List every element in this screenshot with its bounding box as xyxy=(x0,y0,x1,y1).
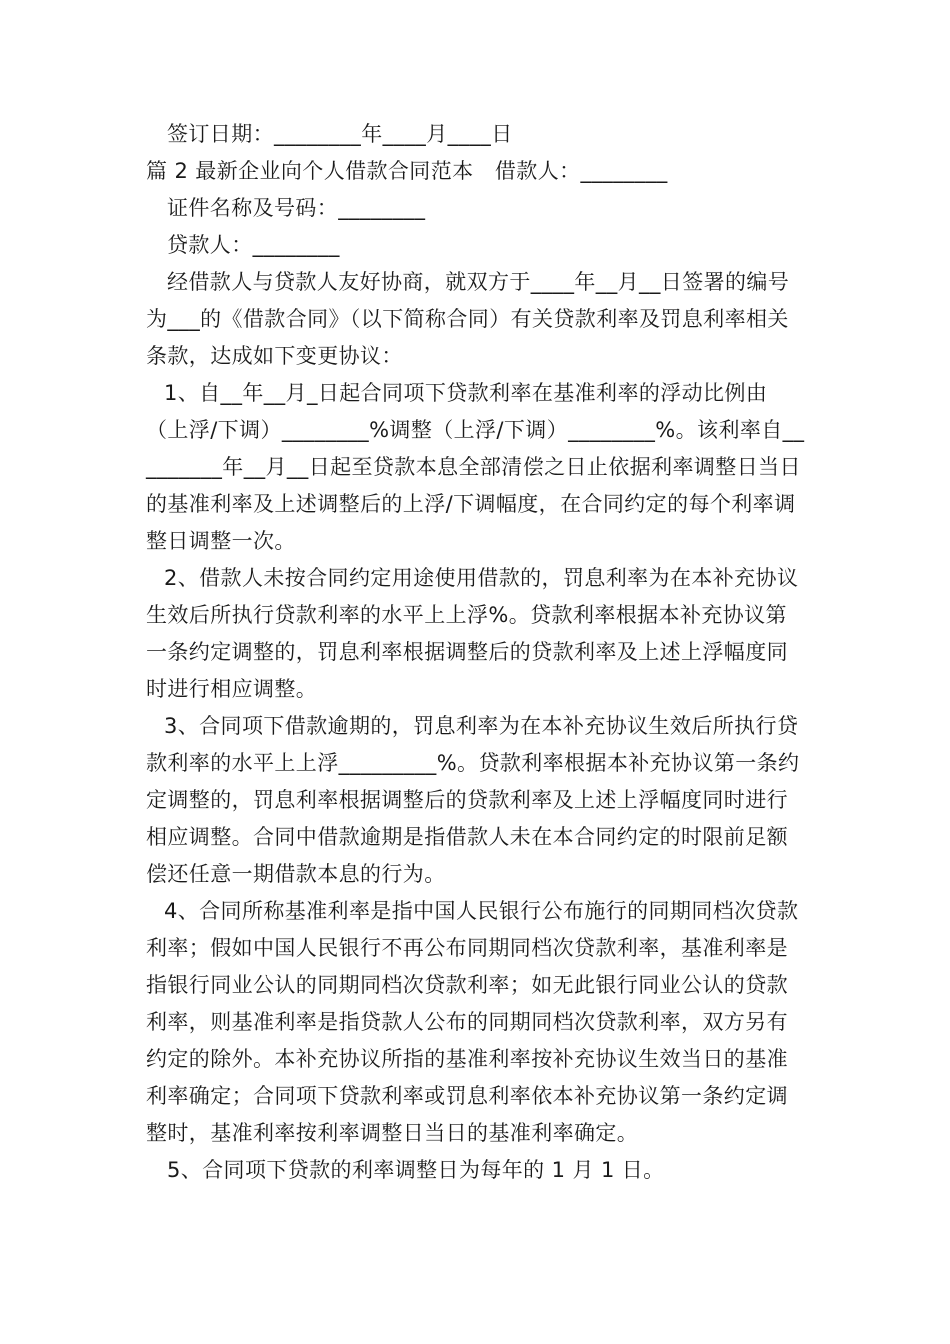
clause-4: 4、合同所称基准利率是指中国人民银行公布施行的同期同档次贷款利率；假如中国人民银行不再公布同期同档次贷款利率，基准利率是指银行同业公认的同期同档次贷款利率；如无此银行同业公认的贷款利率，则基准利率是指贷款人公布的同期同档次贷款利率，双方另有约定的除外。本补充协议所指的基准利率按补充协议生效当日的基准利率确定；合同项下贷款利率或罚息利率依本补充协议第一条约定调整时，基准利率按利率调整日当日的基准利率确定。 xyxy=(146,899,799,1145)
clause-5: 5、合同项下贷款的利率调整日为每年的 1 月 1 日。 xyxy=(167,1158,665,1182)
document-body xyxy=(146,116,808,1189)
section-heading: 篇 2 最新企业向个人借款合同范本 借款人：________ xyxy=(146,159,668,183)
clause-2: 2、借款人未按合同约定用途使用借款的，罚息利率为在本补充协议生效后所执行贷款利率的水平上上浮%。贷款利率根据本补充协议第一条约定调整的，罚息利率根据调整后的贷款利率及上述上浮幅度同时进行相应调整。 xyxy=(146,566,799,701)
intro-paragraph: 经借款人与贷款人友好协商，就双方于____年__月__日签署的编号为___的《借款合同》（以下简称合同）有关贷款利率及罚息利率相关条款，达成如下变更协议： xyxy=(146,270,790,368)
clause-1: 1、自__年__月_日起合同项下贷款利率在基准利率的浮动比例由（上浮/下调）________%调整（上浮/下调）________%。该利率自_________年__月__日起至贷款本息全部清偿之日止依据利率调整日当日的基准利率及上述调整后的上浮/下调幅度，在合同约定的每个利率调整日调整一次。 xyxy=(146,381,805,553)
lender-line: 贷款人：________ xyxy=(167,233,340,257)
clause-3: 3、合同项下借款逾期的，罚息利率为在本补充协议生效后所执行贷款利率的水平上上浮_________%。贷款利率根据本补充协议第一条约定调整的，罚息利率根据调整后的贷款利率及上述上浮幅度同时进行相应调整。合同中借款逾期是指借款人未在本合同约定的时限前足额偿还任意一期借款本息的行为。 xyxy=(146,714,800,886)
id-line: 证件名称及号码：________ xyxy=(167,196,426,220)
sign-date-line: 签订日期：________年____月____日 xyxy=(167,122,513,146)
